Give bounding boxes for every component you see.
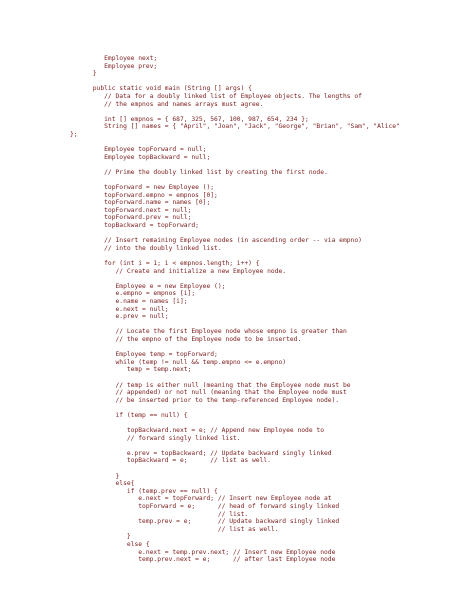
code-line: e.name = names [i]; <box>70 298 188 305</box>
code-line: // into the doubly linked list. <box>70 244 222 252</box>
code-line: temp = temp.next; <box>70 366 192 374</box>
code-line: topForward = new Employee (); <box>70 184 215 192</box>
code-line <box>70 321 400 329</box>
code-line: temp.prev = e; // Update backward singly linked <box>70 518 340 526</box>
code-line: // list. <box>70 510 249 518</box>
code-line: // Create and initialize a new Employee node. <box>70 267 287 275</box>
code-line: e.prev = topBackward; // Update backward singly linked <box>70 449 332 457</box>
code-line <box>70 420 400 428</box>
code-line: e.next = topForward; // Insert new Employee node at <box>70 495 332 503</box>
code-line: for (int i = 1; i < empnos.length; i++) { <box>70 260 260 268</box>
code-line <box>70 252 400 260</box>
code-listing <box>70 55 400 564</box>
code-line <box>70 344 400 352</box>
code-line: topForward = e; // head of forward singly linked <box>70 503 340 511</box>
code-line: }; <box>70 130 78 138</box>
code-line: // the empno of the Employee node to be inserted. <box>70 335 302 343</box>
code-line <box>70 404 400 412</box>
code-line: // forward singly linked list. <box>70 434 241 442</box>
code-line: } <box>70 533 131 541</box>
code-line <box>70 177 400 185</box>
code-line: } <box>70 472 120 480</box>
code-line: topForward.empno = empnos [0]; <box>70 191 218 199</box>
code-line <box>70 442 400 450</box>
code-line <box>70 139 400 147</box>
code-line: Employee topForward = null; <box>70 146 207 154</box>
code-line: while (temp != null && temp.empno <= e.empno) <box>70 358 287 366</box>
code-line: if (temp == null) { <box>70 411 188 419</box>
code-line: // the empnos and names arrays must agree. <box>70 100 264 108</box>
code-line: e.next = temp.prev.next; // Insert new Employee node <box>70 548 336 556</box>
code-line <box>70 275 400 283</box>
code-line: String [] names = { "April", "Joan", "Jack", "George", "Brian", "Sam", "Alice" <box>70 123 400 131</box>
code-line: topBackward = topForward; <box>70 222 199 230</box>
code-line: topForward.next = null; <box>70 206 192 214</box>
code-line: // Locate the first Employee node whose empno is greater than <box>70 328 347 336</box>
code-line: e.prev = null; <box>70 313 169 321</box>
code-line: topForward.name = names [0]; <box>70 199 211 207</box>
code-line <box>70 465 400 473</box>
code-line: e.empno = empnos [i]; <box>70 290 196 298</box>
code-line: // Prime the doubly linked list by creating the first node. <box>70 168 328 176</box>
code-line: topBackward = e; // list as well. <box>70 457 271 465</box>
code-line: else{ <box>70 480 135 488</box>
code-line <box>70 108 400 116</box>
code-line: topForward.prev = null; <box>70 214 192 222</box>
code-line: } <box>70 70 97 78</box>
code-line: Employee topBackward = null; <box>70 153 211 161</box>
code-line: Employee temp = topForward; <box>70 351 218 359</box>
code-line: // Data for a doubly linked list of Employee objects. The lengths of <box>70 92 362 100</box>
code-line <box>70 374 400 382</box>
code-line: // list as well. <box>70 525 279 533</box>
code-line: temp.prev.next = e; // after last Employee node <box>70 556 336 564</box>
code-line: if (temp.prev == null) { <box>70 487 218 495</box>
code-line: // Insert remaining Employee nodes (in ascending order -- via empno) <box>70 237 362 245</box>
code-line: else { <box>70 541 150 548</box>
code-line: public static void main (String [] args) { <box>70 85 252 93</box>
code-line: // appended) or not null (meaning that the Employee node must <box>70 389 347 397</box>
code-line: Employee prev; <box>70 62 158 70</box>
code-line <box>70 230 400 238</box>
code-line: int [] empnos = { 687, 325, 567, 100, 987, 654, 234 }; <box>70 115 309 123</box>
code-line: // temp is either null (meaning that the Employee node must be <box>70 381 351 389</box>
code-line <box>70 78 400 86</box>
code-line: e.next = null; <box>70 305 169 313</box>
code-line: Employee next; <box>70 55 158 62</box>
code-line: Employee e = new Employee (); <box>70 282 226 290</box>
code-line <box>70 161 400 169</box>
code-line: topBackward.next = e; // Append new Employee node to <box>70 427 325 435</box>
code-line: // be inserted prior to the temp-referenced Employee node). <box>70 396 340 404</box>
